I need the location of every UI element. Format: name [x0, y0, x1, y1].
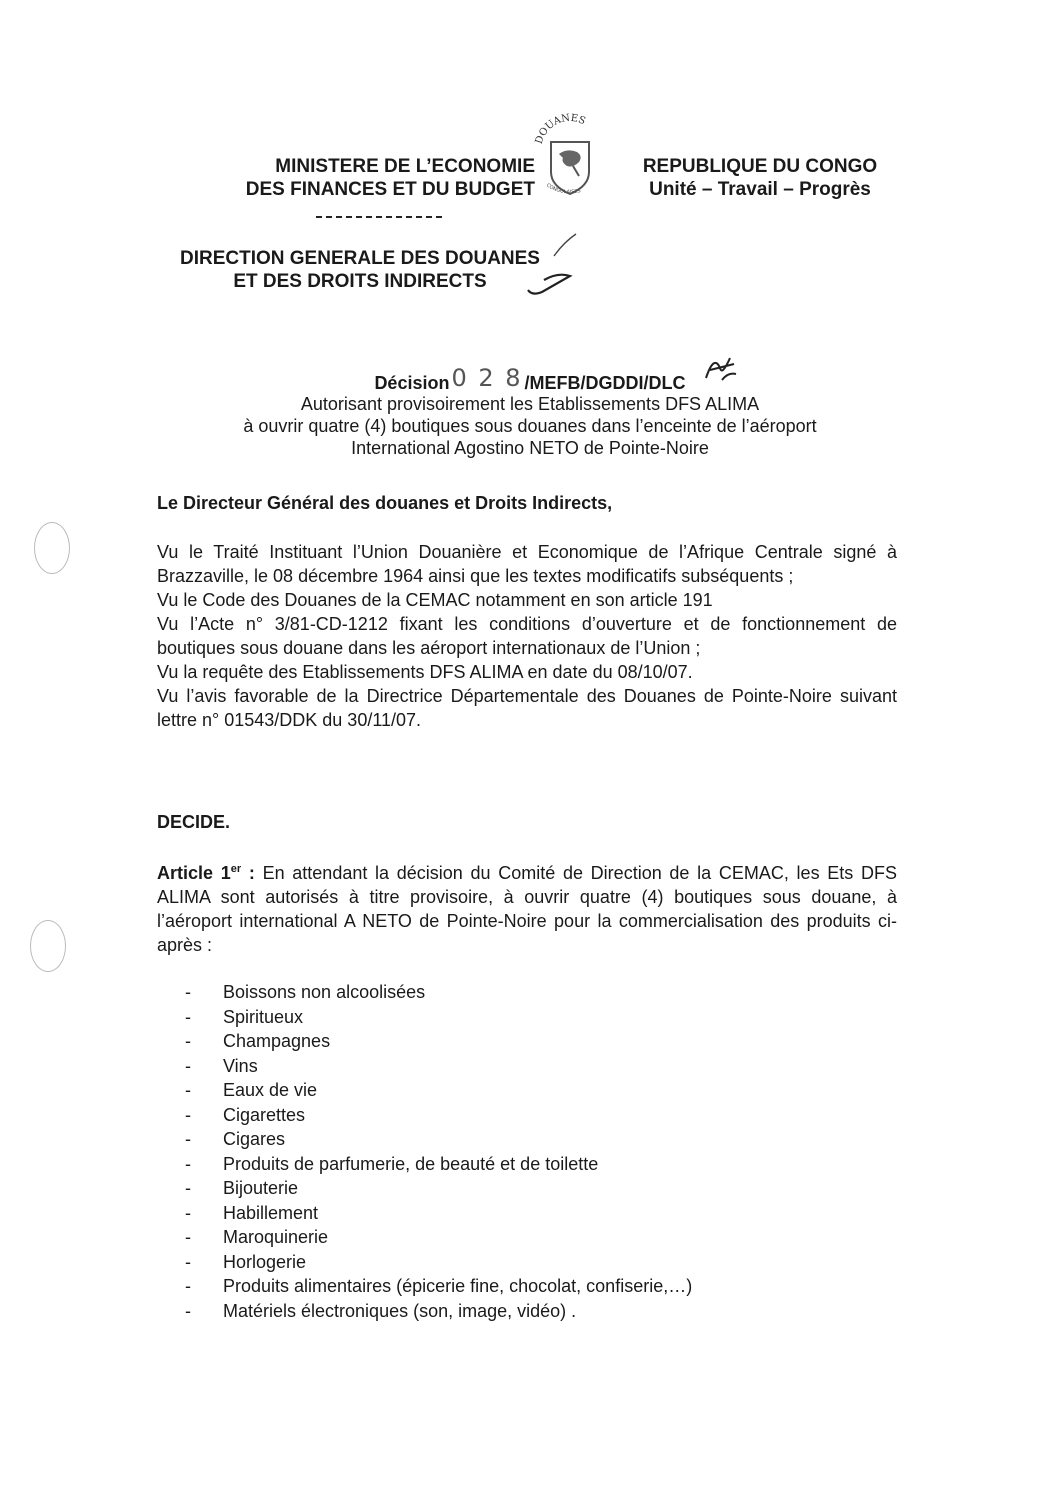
- ministry-header: [200, 155, 535, 201]
- list-item: [185, 980, 692, 1005]
- product-label: Matériels électroniques (son, image, vidéo) .: [223, 1300, 577, 1321]
- list-bullet: -: [185, 1080, 191, 1100]
- department-line-1: DIRECTION GENERALE DES DOUANES: [180, 248, 540, 269]
- list-bullet: -: [185, 982, 191, 1002]
- product-label: Eaux de vie: [223, 1080, 318, 1100]
- product-label: Bijouterie: [223, 1178, 299, 1198]
- article-1-label-sup: er: [230, 863, 242, 875]
- director-line: Le Directeur Général des douanes et Droits Indirects,: [157, 493, 613, 513]
- product-label: Cigares: [223, 1129, 286, 1149]
- initials-signature-icon: [700, 350, 740, 384]
- decision-subtitle-line-3: International Agostino NETO de Pointe-Noire: [351, 438, 709, 458]
- decision-number: 0 2 8: [451, 364, 523, 392]
- seal-top-text: DOUANES: [533, 112, 587, 146]
- list-item: [185, 1225, 692, 1250]
- list-bullet: -: [185, 1251, 191, 1272]
- punch-hole-icon: [30, 920, 66, 972]
- list-item: [185, 1299, 692, 1324]
- list-bullet: -: [185, 1300, 191, 1321]
- list-bullet: -: [185, 1055, 191, 1076]
- list-item: [185, 1078, 692, 1103]
- list-item: [185, 1029, 692, 1054]
- list-item: [185, 1176, 692, 1201]
- considerants: [157, 540, 897, 732]
- list-item: [185, 1201, 692, 1226]
- ministry-line-1: MINISTERE DE L’ECONOMIE: [275, 156, 535, 177]
- svg-text:CONGOLAISES: [545, 182, 581, 195]
- considerant-item: Vu la requête des Etablissements DFS ALIMA en date du 08/10/07.: [157, 662, 693, 682]
- list-item: [185, 1054, 692, 1079]
- product-label: Vins: [223, 1055, 258, 1076]
- products-list: [185, 980, 692, 1323]
- considerant-item: Vu l’Acte n° 3/81-CD-1212 fixant les conditions d’ouverture et de fonctionnement de boutiques sous douane dans les aéroport internationaux de l’Union ;: [157, 614, 897, 658]
- list-bullet: -: [185, 1178, 191, 1198]
- list-item: [185, 1274, 692, 1299]
- product-label: Boissons non alcoolisées: [223, 982, 426, 1002]
- article-1-text: En attendant la décision du Comité de Direction de la CEMAC, les Ets DFS ALIMA sont autorisés à titre provisoire, à ouvrir quatre (4) boutiques sous douane, à l’aéroport international A NETO de Pointe-Noire pour la commercialisation des produits ci-après :: [157, 863, 897, 955]
- list-item: [185, 1103, 692, 1128]
- list-bullet: -: [185, 1227, 191, 1247]
- article-1-label-colon: :: [241, 863, 255, 883]
- list-bullet: -: [185, 1153, 191, 1174]
- considerant-item: Vu le Traité Instituant l’Union Douanière et Economique de l’Afrique Centrale signé à Brazzaville, le 08 décembre 1964 ainsi que les textes modificatifs subséquents ;: [157, 542, 897, 586]
- considerant-item: Vu l’avis favorable de la Directrice Départementale des Douanes de Pointe-Noire suivant lettre n° 01543/DDK du 30/11/07.: [157, 686, 897, 730]
- decision-subtitle-line-2: à ouvrir quatre (4) boutiques sous douanes dans l’enceinte de l’aéroport: [243, 416, 817, 436]
- ministry-line-2: DES FINANCES ET DU BUDGET: [245, 179, 535, 200]
- republic-header: [610, 155, 910, 201]
- list-item: [185, 1127, 692, 1152]
- article-1-label-text: Article 1: [157, 863, 231, 883]
- considerant-item: Vu le Code des Douanes de la CEMAC notamment en son article 191: [157, 590, 713, 610]
- republic-motto: Unité – Travail – Progrès: [649, 179, 871, 200]
- decision-title: [150, 364, 910, 395]
- product-label: Produits de parfumerie, de beauté et de toilette: [223, 1153, 599, 1174]
- product-label: Maroquinerie: [223, 1227, 329, 1247]
- handwritten-mark-icon: [498, 232, 588, 302]
- list-item: [185, 1152, 692, 1177]
- punch-hole-icon: [34, 522, 70, 574]
- list-bullet: -: [185, 1129, 191, 1149]
- customs-seal-icon: [533, 110, 607, 200]
- department-line-2: ET DES DROITS INDIRECTS: [233, 271, 487, 292]
- header-divider: [316, 216, 442, 218]
- list-bullet: -: [185, 1006, 191, 1027]
- seal-bottom-text: CONGOLAISES: [545, 182, 582, 196]
- republic-line-1: REPUBLIQUE DU CONGO: [642, 156, 878, 177]
- list-item: [185, 1005, 692, 1030]
- decision-subtitle: [150, 393, 910, 459]
- article-1-label: [157, 863, 255, 883]
- decide-heading: DECIDE.: [157, 812, 231, 832]
- list-bullet: -: [185, 1202, 191, 1223]
- product-label: Horlogerie: [223, 1251, 307, 1272]
- list-bullet: -: [185, 1276, 191, 1296]
- list-bullet: -: [185, 1104, 191, 1125]
- svg-text:DOUANES: [534, 113, 587, 146]
- product-label: Champagnes: [223, 1031, 331, 1051]
- decision-subtitle-line-1: Autorisant provisoirement les Etablissements DFS ALIMA: [300, 394, 760, 414]
- list-bullet: -: [185, 1031, 191, 1051]
- article-1: [157, 857, 897, 957]
- product-label: Spiritueux: [223, 1006, 304, 1027]
- product-label: Habillement: [223, 1202, 319, 1223]
- list-item: [185, 1250, 692, 1275]
- decision-prefix: Décision: [374, 373, 450, 393]
- product-label: Produits alimentaires (épicerie fine, chocolat, confiserie,…): [223, 1276, 693, 1296]
- product-label: Cigarettes: [223, 1104, 306, 1125]
- decision-reference: /MEFB/DGDDI/DLC: [524, 373, 686, 393]
